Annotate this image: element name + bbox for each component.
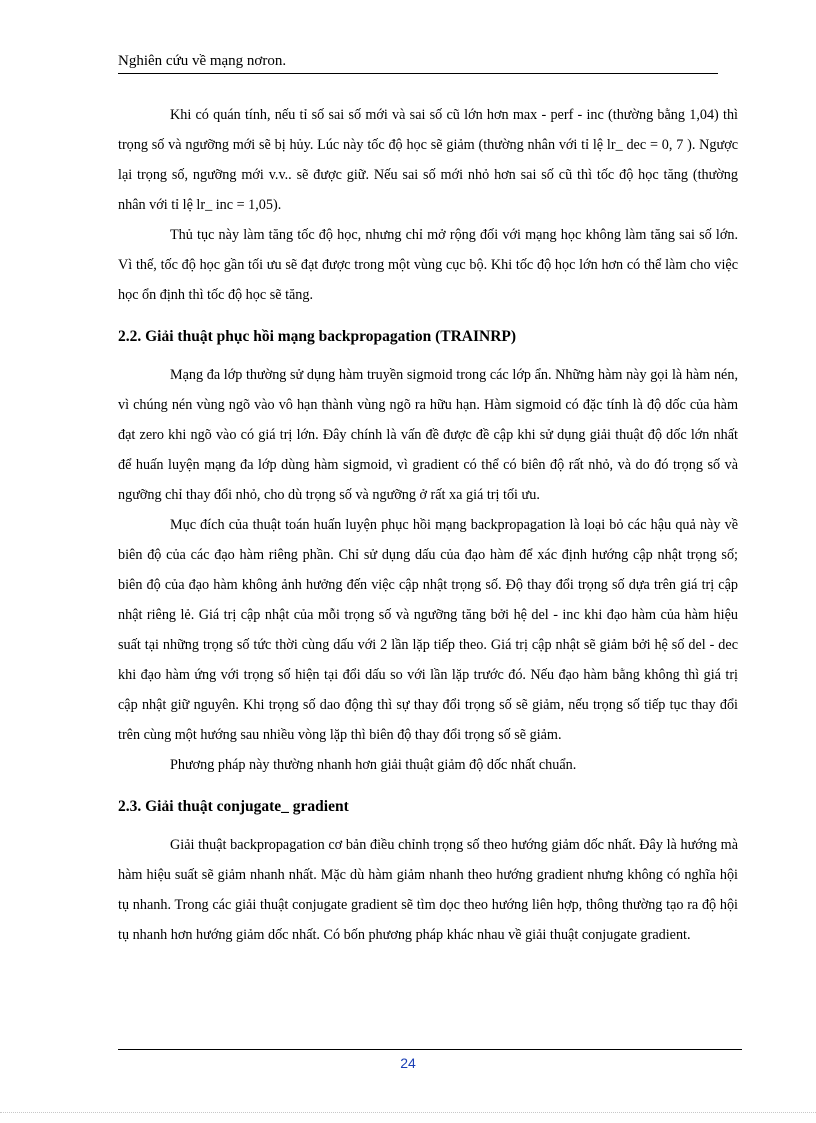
running-header	[118, 52, 718, 74]
page-content	[118, 100, 738, 950]
page-number: 24	[400, 1055, 416, 1071]
spacer	[118, 352, 738, 360]
spacer	[118, 310, 738, 322]
paragraph-momentum: Khi có quán tính, nếu tỉ số sai số mới và sai số cũ lớn hơn max - perf - inc (thường bằng 1,04) thì trọng số và ngưỡng mới sẽ bị hủy. Lúc này tốc độ học sẽ giảm (thường nhân với tỉ lệ lr_ dec = 0, 7 ). Ngược lại trọng số, ngưỡng mới v.v.. sẽ được giữ. Nếu sai số mới nhỏ hơn sai số cũ thì tốc độ học tăng (thường nhân với tỉ lệ lr_ inc = 1,05).	[118, 107, 738, 213]
paragraph-learning-rate: Thủ tục này làm tăng tốc độ học, nhưng chỉ mở rộng đối với mạng học không làm tăng sai số lớn. Vì thế, tốc độ học gần tối ưu sẽ đạt được trong một vùng cục bộ. Khi tốc độ học lớn hơn có thể làm cho việc học ổn định thì tốc độ học sẽ tăng.	[118, 227, 738, 303]
header-title: Nghiên cứu về mạng nơron.	[118, 53, 287, 69]
spacer	[118, 822, 738, 830]
spacer	[118, 780, 738, 792]
paragraph-rprop-speed: Phương pháp này thường nhanh hơn giải thuật giảm độ dốc nhất chuẩn.	[170, 757, 577, 773]
footer-divider	[118, 1049, 742, 1050]
paragraph-sigmoid: Mạng đa lớp thường sử dụng hàm truyền sigmoid trong các lớp ẩn. Những hàm này gọi là hàm nén, vì chúng nén vùng ngõ vào vô hạn thành vùng ngõ ra hữu hạn. Hàm sigmoid có đặc tính là độ dốc của hàm đạt zero khi ngõ vào có giá trị lớn. Đây chính là vấn đề được đề cập khi sử dụng giải thuật độ dốc lớn nhất để huấn luyện mạng đa lớp dùng hàm sigmoid, vì gradient có thể có biên độ rất nhỏ, và do đó trọng số và ngưỡng chỉ thay đổi nhỏ, cho dù trọng số và ngưỡng ở rất xa giá trị tối ưu.	[118, 367, 738, 503]
paragraph-conjugate-gradient: Giải thuật backpropagation cơ bản điều chỉnh trọng số theo hướng giảm dốc nhất. Đây là hướng mà hàm hiệu suất sẽ giảm nhanh nhất. Mặc dù hàm giảm nhanh theo hướng gradient nhưng không có nghĩa hội tụ nhanh. Trong các giải thuật conjugate gradient sẽ tìm dọc theo hướng liên hợp, thông thường tạo ra độ hội tụ nhanh hơn hướng giảm dốc nhất. Có bốn phương pháp khác nhau về giải thuật conjugate gradient.	[118, 837, 738, 943]
section-heading-2-3: 2.3. Giải thuật conjugate_ gradient	[118, 798, 349, 815]
page-edge-dotted-line	[0, 1112, 816, 1113]
section-heading-2-2: 2.2. Giải thuật phục hồi mạng backpropagation (TRAINRP)	[118, 328, 517, 345]
paragraph-rprop-purpose: Mục đích của thuật toán huấn luyện phục hồi mạng backpropagation là loại bỏ các hậu quả này về biên độ của các đạo hàm riêng phần. Chỉ sử dụng dấu của đạo hàm để xác định hướng cập nhật trọng số; biên độ của đạo hàm không ảnh hưởng đến việc cập nhật trọng số. Độ thay đổi trọng số dựa trên giá trị cập nhật riêng lẻ. Giá trị cập nhật của mỗi trọng số và ngưỡng tăng bởi hệ del - inc khi đạo hàm của hàm hiệu suất tại những trọng số tức thời cùng dấu với 2 lần lặp tiếp theo. Giá trị cập nhật sẽ giảm bởi hệ số del - dec khi đạo hàm ứng với trọng số hiện tại đổi dấu so với lần lặp trước đó. Nếu đạo hàm bằng không thì giá trị cập nhật giữ nguyên. Khi trọng số dao động thì sự thay đổi trọng số sẽ giảm, nếu trọng số tiếp tục thay đổi trên cùng một hướng sau nhiều vòng lặp thì biên độ thay đổi trọng số sẽ giảm.	[118, 517, 738, 743]
